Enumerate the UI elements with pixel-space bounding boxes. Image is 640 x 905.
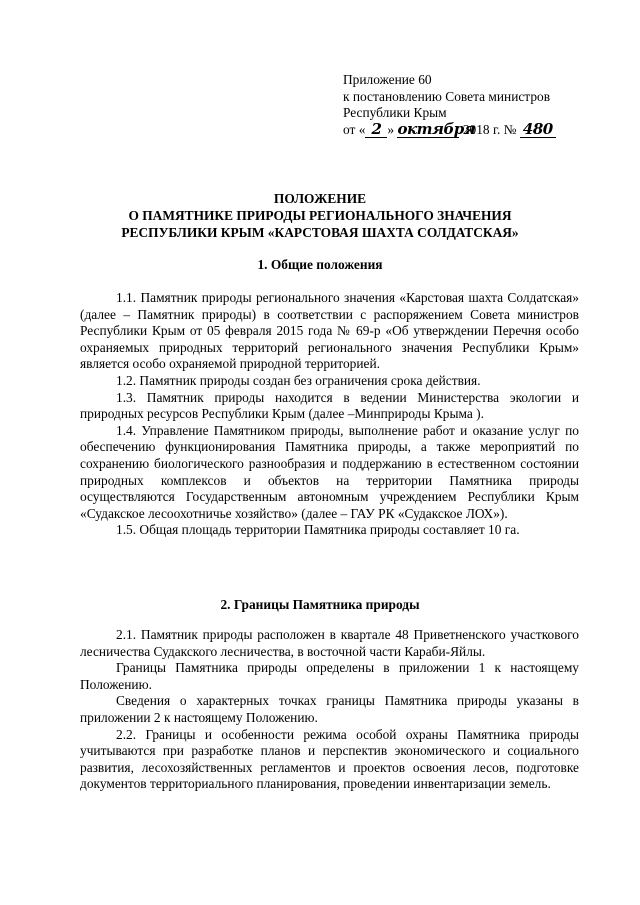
title-line-3: РЕСПУБЛИКИ КРЫМ «КАРСТОВАЯ ШАХТА СОЛДАТСКАЯ» <box>121 224 519 240</box>
document-title <box>60 191 580 241</box>
title-line-2: О ПАМЯТНИКЕ ПРИРОДЫ РЕГИОНАЛЬНОГО ЗНАЧЕНИЯ <box>128 207 512 223</box>
date-day: 2 <box>365 122 387 138</box>
date-prefix: от « <box>343 121 366 137</box>
paragraph-1-3: 1.3. Памятник природы находится в ведении Министерства экологии и природных ресурсов Республики Крым (далее –Минприроды Крыма ). <box>80 389 579 422</box>
paragraph-1-2: 1.2. Памятник природы создан без ограничения срока действия. <box>116 372 481 388</box>
appendix-date-line <box>343 119 623 139</box>
paragraph-1-4: 1.4. Управление Памятником природы, выполнение работ и оказание услуг по обеспечению функционирования Памятника природы, а также мероприятий по сохранению биологического разнообразия и поддержанию в естественном состоянии природных комплексов и объектов на территории Памятника природы осуществляются Государственным автономным учреждением Республики Крым «Судакское лесоохотничье хозяйство» (далее – ГАУ РК «Судакское ЛОХ»). <box>80 422 579 521</box>
paragraph-2-2: 2.2. Границы и особенности режима особой охраны Памятника природы учитываются при разработке планов и перспектив экономического и социального развития, лесохозяйственных регламентов и проектов освоения лесов, подготовке документов территориального планирования, проведении инвентаризации земель. <box>80 726 579 792</box>
date-year: 2018 г. № <box>462 121 517 137</box>
appendix-number: Приложение 60 <box>343 72 432 87</box>
paragraph-1-5: 1.5. Общая площадь территории Памятника природы составляет 10 га. <box>116 522 520 538</box>
section-1-heading: 1. Общие положения <box>257 257 383 272</box>
appendix-resolution: к постановлению Совета министров <box>343 88 551 104</box>
paragraph-2-1-points: Сведения о характерных точках границы Памятника природы указаны в приложении 2 к настоящему Положению. <box>80 693 579 725</box>
date-month: октября <box>397 119 476 138</box>
paragraph-2-1-boundaries: Границы Памятника природы определены в приложении 1 к настоящему Положению. <box>80 660 579 692</box>
section-2-body <box>80 627 579 793</box>
paragraph-2-1: 2.1. Памятник природы расположен в квартале 48 Приветненского участкового лесничества Судакского лесничества, в восточной части Караби-Яйлы. <box>80 627 579 659</box>
appendix-republic: Республики Крым <box>343 105 447 121</box>
title-line-1: ПОЛОЖЕНИЕ <box>273 191 367 206</box>
section-1-body <box>80 290 579 539</box>
paragraph-1-1: 1.1. Памятник природы регионального значения «Карстовая шахта Солдатская» (далее – Памятник природы) в соответствии с распоряжением Совета министров Республики Крым от 05 февраля 2015 года № 69-р «Об утверждении Перечня особо охраняемых природных территорий регионального значения Республики Крым» является особо охраняемой природной территорией. <box>80 290 579 372</box>
date-number: 480 <box>520 122 556 138</box>
section-2-heading: 2. Границы Памятника природы <box>220 597 420 612</box>
date-mid: » <box>387 121 395 137</box>
appendix-block <box>343 72 623 138</box>
